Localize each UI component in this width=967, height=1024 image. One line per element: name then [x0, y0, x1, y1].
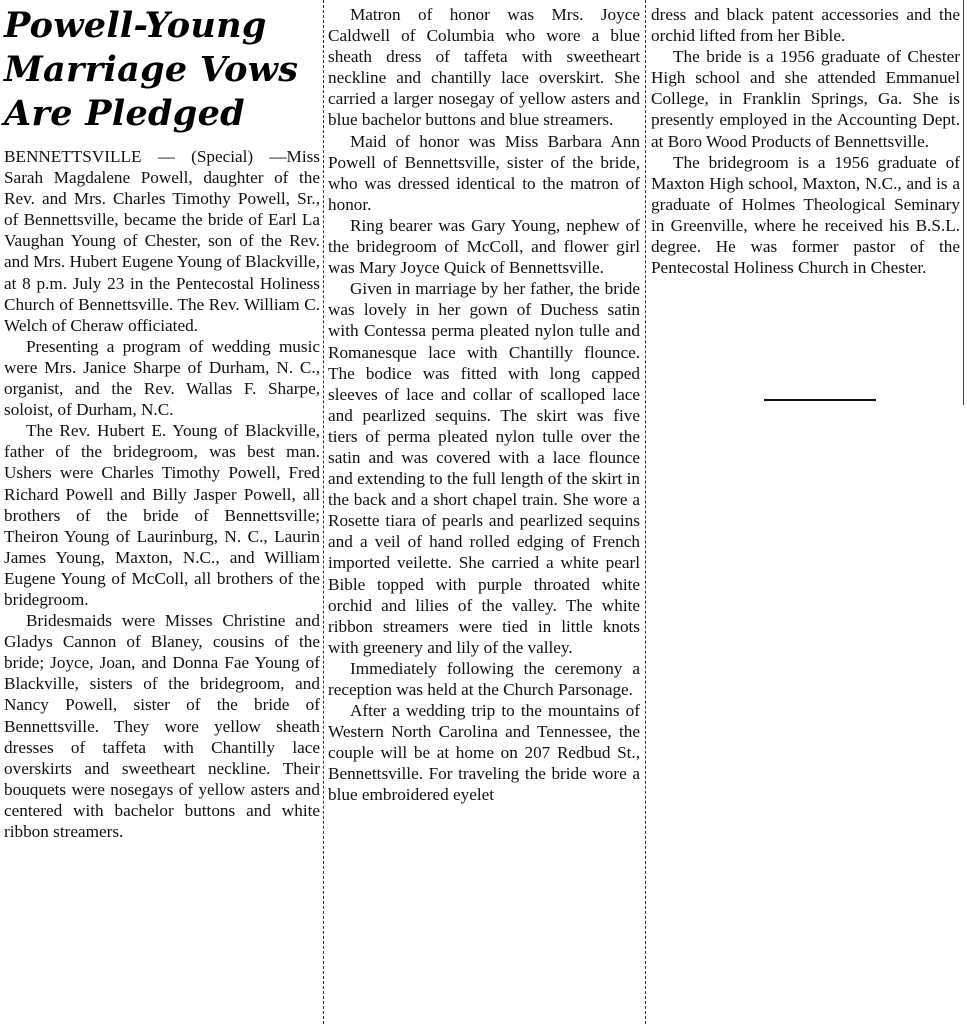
paragraph: The bride is a 1956 graduate of Chester High school and she attended Emmanuel College, in Franklin Springs, Ga. She is presently employed in the Accounting Dept. at Boro Wood Products of Bennettsville. — [651, 47, 960, 151]
paragraph: After a wedding trip to the mountains of Western North Carolina and Tennessee, the couple will be at home on 207 Redbud St., Bennettsville. For traveling the bride wore a blue embroidered eyelet — [328, 701, 640, 805]
column-divider — [645, 0, 646, 1024]
paragraph: Immediately following the ceremony a reception was held at the Church Parsonage. — [328, 658, 640, 699]
article-end-rule — [764, 399, 876, 401]
paragraph: Presenting a program of wedding music were Mrs. Janice Sharpe of Durham, N. C., organist, and the Rev. Wallas F. Sharpe, soloist, of Durham, N.C. — [4, 336, 320, 420]
paragraph: Maid of honor was Miss Barbara Ann Powell of Bennettsville, sister of the bride, who was dressed identical to the matron of honor. — [328, 131, 640, 214]
paragraph: The Rev. Hubert E. Young of Blackville, father of the bridegroom, was best man. Ushers were Charles Timothy Powell, Fred Richard Powell and Billy Jasper Powell, all brothers of the bride of Bennettsville; Theiron Young of Laurinburg, N. C., Laurin James Young, Maxton, N.C., and William Eugene Young of McColl, all brothers of the bridegroom. — [4, 421, 320, 609]
column-divider — [323, 0, 324, 1024]
paragraph: Given in marriage by her father, the bride was lovely in her gown of Duchess satin with Contessa perma pleated nylon tulle and Romanesque lace with Chantilly flounce. The bodice was fitted with long capped sleeves of lace and collar of scalloped lace and pearlized sequins. The skirt was five tiers of perma pleated nylon tulle over the satin and was covered with a lace flounce and extending to the full length of the skirt in the back and a short chapel train. She wore a Rosette tiara of pearls and pearlized sequins and a veil of hand rolled edging of French imported veilette. She carried a white pearl Bible topped with purple throated white orchid and lilies of the valley. The white ribbon streamers were tied in little knots with greenery and lily of the valley. — [328, 279, 640, 657]
right-border-rule — [963, 0, 964, 405]
paragraph: BENNETTSVILLE — (Special) —Miss Sarah Magdalene Powell, daughter of the Rev. and Mrs. Charles Timothy Powell, Sr., of Bennettsville, became the bride of Earl La Vaughan Young of Chester, son of the Rev. and Mrs. Hubert Eugene Young of Blackville, at 8 p.m. July 23 in the Pentecostal Holiness Church of Bennettsville. The Rev. William C. Welch of Cheraw officiated. — [4, 147, 320, 335]
article-column-2 — [328, 4, 640, 806]
article-column-3 — [651, 4, 960, 278]
paragraph: The bridegroom is a 1956 graduate of Maxton High school, Maxton, N.C., and is a graduate of Holmes Theological Seminary in Greenville, where he received his B.S.L. degree. He was former pastor of the Pentecostal Holiness Church in Chester. — [651, 152, 960, 278]
paragraph: Matron of honor was Mrs. Joyce Caldwell of Columbia who wore a blue sheath dress of taffeta with sweetheart neckline and chantilly lace overskirt. She carried a larger nosegay of yellow asters and blue bachelor buttons and blue streamers. — [328, 5, 640, 130]
paragraph: dress and black patent accessories and the orchid lifted from her Bible. — [651, 5, 960, 46]
paragraph: Bridesmaids were Misses Christine and Gladys Cannon of Blaney, cousins of the bride; Joyce, Joan, and Donna Fae Young of Blackville, sisters of the bridegroom, and Nancy Powell, sister of the bride of Bennettsville. They wore yellow sheath dresses of taffeta with Chantilly lace overskirts and sweetheart neckline. Their bouquets were nosegays of yellow asters and centered with bachelor buttons and white ribbon streamers. — [4, 611, 320, 841]
article-column-1 — [4, 146, 320, 842]
headline: Powell-Young Marriage Vows Are Pledged — [4, 5, 299, 134]
paragraph: Ring bearer was Gary Young, nephew of the bridegroom of McColl, and flower girl was Mary Joyce Quick of Bennettsville. — [328, 215, 640, 278]
